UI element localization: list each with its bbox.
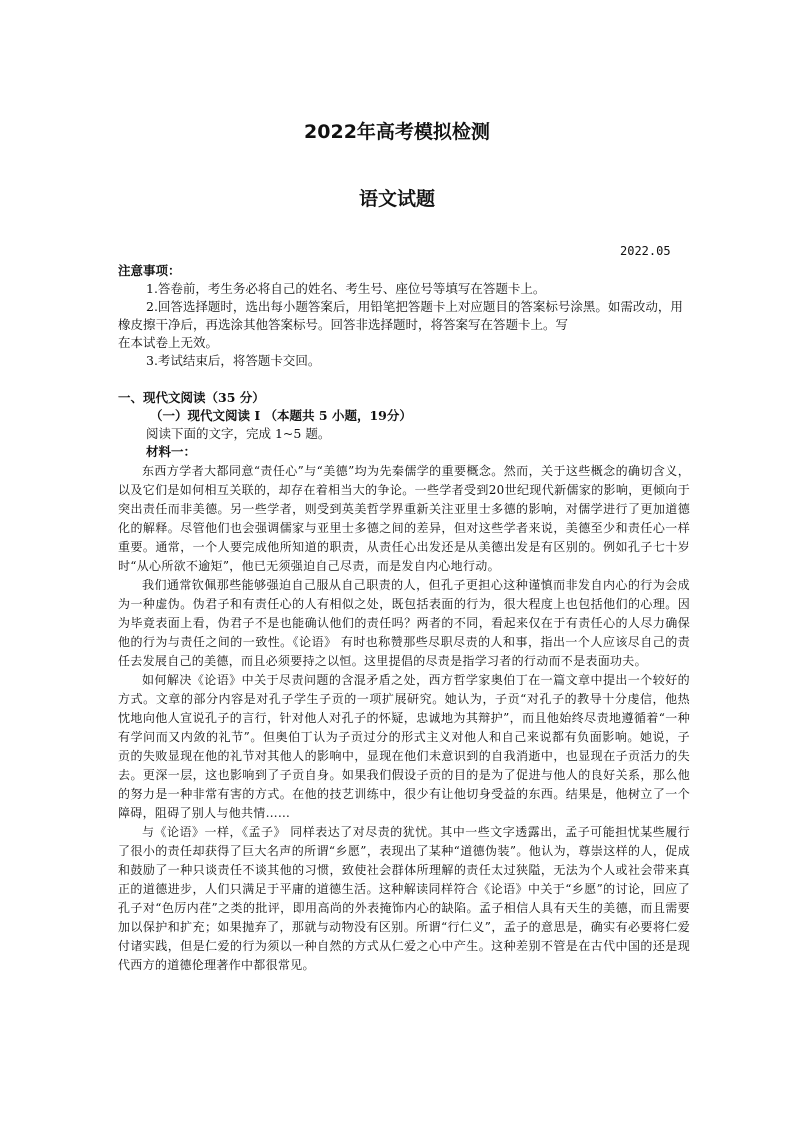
notes-list xyxy=(118,280,690,370)
note-item-2-continued: 在本试卷上无效。 xyxy=(118,335,219,350)
notes-heading: 注意事项： xyxy=(118,263,181,278)
page-title: 2022年高考模拟检测 xyxy=(304,121,490,143)
section-heading: 一、现代文阅读（35 分） xyxy=(118,390,265,405)
exam-date: 2022.05 xyxy=(620,244,671,258)
note-item-1: 1.答卷前，考生务必将自己的姓名、考生号、座位号等填写在答题卡上。 xyxy=(146,281,546,296)
reading-passage xyxy=(118,462,690,975)
note-item-2: 2.回答选择题时，选出每小题答案后，用铅笔把答题卡上对应题目的答案标号涂黑。如需改动，用橡皮擦干净后，再选涂其他答案标号。回答非选择题时，将答案写在答题卡上。写 xyxy=(118,299,683,332)
passage-paragraph-2: 我们通常钦佩那些能够强迫自己服从自己职责的人，但孔子更担心这种谨慎而非发自内心的行为会成为一种虚伪。伪君子和有责任心的人有相似之处，既包括表面的行为，很大程度上也包括他们的心理。因为毕竟表面上看，伪君子不是也能确认他们的责任吗？两者的不同，看起来仅在于有责任心的人尽力确保他的行为与责任之间的一致性。《论语》 有时也称赞那些尽职尽责的人和事，指出一个人应该尽自己的责任去发展自己的美德，而且必须要持之以恒。这里提倡的尽责是指学习者的行动而不是表面功夫。 xyxy=(118,578,690,668)
passage-paragraph-1: 东西方学者大都同意“责任心”与“美德”均为先秦儒学的重要概念。然而，关于这些概念的确切含义，以及它们是如何相互关联的，却存在着相当大的争论。一些学者受到20世纪现代新儒家的影响，更倾向于突出责任而非美德。另一些学者，则受到英美哲学界重新关注亚里士多德的影响，对儒学进行了更加道德化的解释。尽管他们也会强调儒家与亚里士多德之间的差异，但对这些学者来说，美德至少和责任心一样重要。通常，一个人要完成他所知道的职责，从责任心出发还是从美德出发是有区别的。例如孔子七十岁时“从心所欲不逾矩”，他已无须强迫自己尽责，而是发自内心地行动。 xyxy=(118,464,690,573)
passage-paragraph-3: 如何解决《论语》中关于尽责问题的含混矛盾之处，西方哲学家奥伯丁在一篇文章中提出一个较好的方式。文章的部分内容是对孔子学生子贡的一项扩展研究。她认为，子贡“对孔子的教导十分虔信，他热忱地向他人宣说孔子的言行，针对他人对孔子的怀疑，忠诚地为其辩护”，而且他始终尽责地遵循着“一种有学问而又内敛的礼节”。但奥伯丁认为子贡过分的形式主义对他人和自己来说都有负面影响。她说，子贡的失败显现在他的礼节对其他人的影响中，显现在他们未意识到的自我消逝中，也显现在子贡活力的失去。更深一层，这也影响到了子贡自身。如果我们假设子贡的目的是为了促进与他人的良好关系，那么他的努力是一种非常有害的方式。在他的技艺训练中，很少有让他切身受益的东西。结果是，他树立了一个障碍，阻碍了别人与他共情…… xyxy=(118,673,690,820)
page-subtitle: 语文试题 xyxy=(358,188,435,210)
material-label: 材料一： xyxy=(146,444,197,459)
reading-instruction: 阅读下面的文字，完成 1~5 题。 xyxy=(146,426,331,441)
note-item-3: 3.考试结束后，将答题卡交回。 xyxy=(146,353,321,368)
passage-paragraph-4: 与《论语》一样，《孟子》 同样表达了对尽责的犹忧。其中一些文字透露出，孟子可能担忧某些履行了很小的责任却获得了巨大名声的所谓“乡愿”，表现出了某种“道德伪装”。他认为，尊崇这样的人，促成和鼓励了一种只谈责任不谈其他的习惯，致使社会群体所理解的责任太过狭隘，无法为个人或社会带来真正的道德进步，人们只满足于平庸的道德生活。这种解读同样符合《论语》中关于“乡愿”的讨论，回应了孔子对“色厉内荏”之类的批评，即用高尚的外表掩饰内心的缺陷。孟子相信人具有天生的美德，而且需要加以保护和扩充；如果抛弃了，那就与动物没有区别。所谓“行仁义”，孟子的意思是，确实有必要将仁爱付诸实践，但是仁爱的行为须以一种自然的方式从仁爱之心中产生。这种差别不管是在古代中国的还是现代西方的道德伦理著作中都很常见。 xyxy=(118,825,690,972)
subsection-heading: （一）现代文阅读 I （本题共 5 小题，19分） xyxy=(150,408,412,423)
